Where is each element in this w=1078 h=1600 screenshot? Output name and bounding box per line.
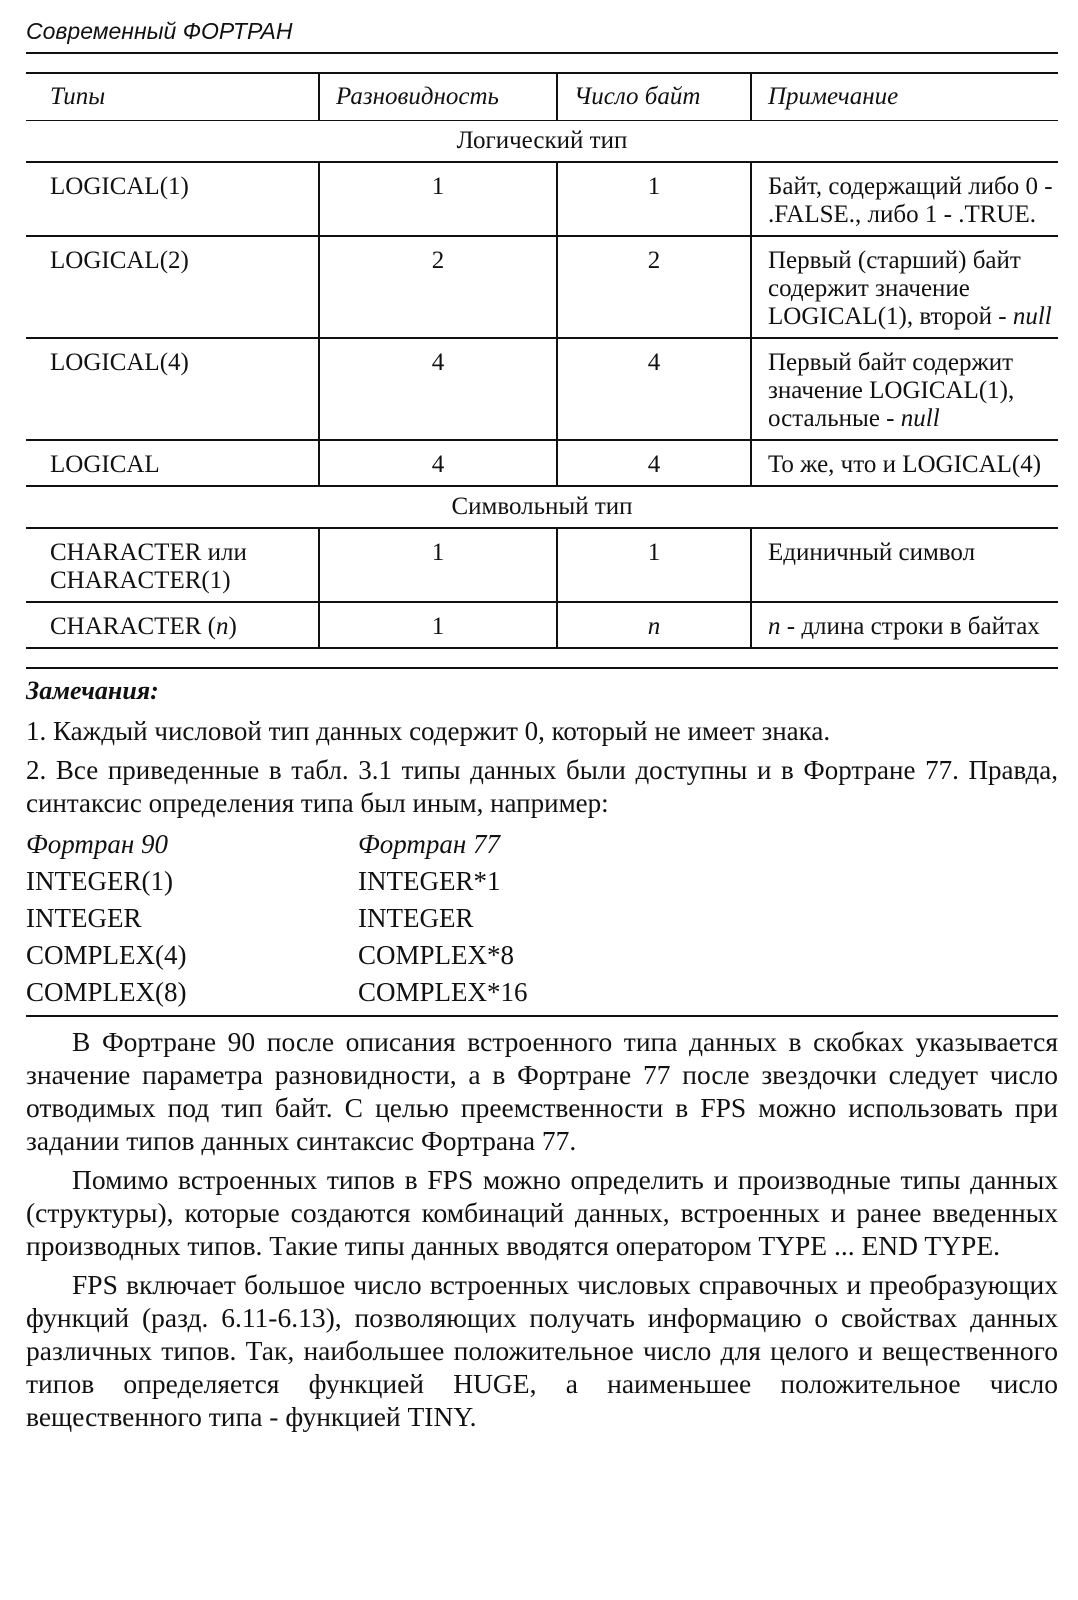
bytes-cell	[557, 602, 751, 648]
running-head: Современный ФОРТРАН	[26, 0, 1058, 54]
table-header-row	[26, 73, 1058, 121]
header-kind: Разновидность	[319, 73, 557, 121]
table-row	[26, 440, 1058, 486]
fortran90-header: Фортран 90	[26, 829, 169, 859]
paragraph: FPS включает большое число встроенных числовых справочных и преобразующих функций (разд. 6.11-6.13), позволяющих получать информацию о свойствах данных различных типов. Так, наибольшее положительное число для целого и вещественного типов определяется функцией HUGE, а наименьшее положительное число вещественного типа - функцией TINY.	[26, 1269, 1058, 1432]
type-cell: LOGICAL(2)	[26, 236, 319, 338]
kind-cell: 1	[319, 602, 557, 648]
paragraph: В Фортране 90 после описания встроенного типа данных в скобках указывается значение параметра разновидности, а в Фортране 77 после звездочки следует число отводимых под тип байт. С целью преемственности в FPS можно использовать при задании типов данных синтаксис Фортрана 77.	[26, 1026, 1058, 1156]
comparison-row	[26, 900, 1058, 937]
type-cell: LOGICAL	[26, 440, 319, 486]
note-cell: Единичный символ	[751, 528, 1058, 602]
type-cell: LOGICAL(4)	[26, 338, 319, 440]
table-row	[26, 528, 1058, 602]
type-cell: CHARACTER или CHARACTER(1)	[26, 528, 319, 602]
type-suffix: )	[228, 613, 237, 640]
comparison-row	[26, 863, 1058, 900]
kind-cell: 1	[319, 528, 557, 602]
type-n: n	[215, 613, 229, 640]
data-types-table	[26, 72, 1058, 649]
note-cell	[751, 236, 1058, 338]
remark-item: 1. Каждый числовой тип данных содержит 0, который не имеет знака.	[26, 716, 831, 746]
note-cell	[751, 338, 1058, 440]
note-null: null	[1012, 303, 1052, 330]
section-title: Символьный тип	[26, 486, 1058, 528]
remarks-block	[26, 667, 1058, 1017]
bytes-n: n	[647, 613, 661, 640]
table-row	[26, 602, 1058, 648]
note-cell: Байт, содержащий либо 0 - .FALSE., либо 1 - .TRUE.	[751, 162, 1058, 236]
note-null: null	[900, 405, 940, 432]
fortran77-decl: INTEGER	[358, 903, 474, 933]
body-text	[26, 1025, 1058, 1433]
section-row-character	[26, 486, 1058, 528]
table-row	[26, 162, 1058, 236]
note-cell	[751, 602, 1058, 648]
paragraph: Помимо встроенных типов в FPS можно определить и производные типы данных (структуры), которые создаются комбинаций данных, встроенных и ранее введенных производных типов. Такие типы данных вводятся оператором TYPE ... END TYPE.	[26, 1164, 1058, 1261]
fortran90-decl: INTEGER(1)	[26, 866, 173, 896]
fortran90-decl: COMPLEX(4)	[26, 940, 187, 970]
fortran90-decl: COMPLEX(8)	[26, 977, 187, 1007]
fortran90-decl: INTEGER	[26, 903, 142, 933]
header-types: Типы	[26, 73, 319, 121]
remark-item: 2. Все приведенные в табл. 3.1 типы данных были доступны и в Фортране 77. Правда, синтаксис определения типа был иным, например:	[26, 755, 1058, 818]
kind-cell: 1	[319, 162, 557, 236]
comparison-row	[26, 974, 1058, 1011]
remarks-title: Замечания:	[26, 676, 159, 705]
bytes-cell: 1	[557, 528, 751, 602]
fortran-comparison	[26, 826, 1058, 1017]
bytes-cell: 4	[557, 440, 751, 486]
note-n: n	[768, 613, 781, 640]
fortran77-decl: COMPLEX*16	[358, 977, 528, 1007]
note-text: - длина строки в байтах	[780, 613, 1040, 640]
kind-cell: 2	[319, 236, 557, 338]
table-row	[26, 338, 1058, 440]
bytes-cell: 1	[557, 162, 751, 236]
header-bytes: Число байт	[557, 73, 751, 121]
note-text: Первый (старший) байт содержит значение LOGICAL(1), второй -	[768, 247, 1021, 330]
header-note: Примечание	[751, 73, 1058, 121]
bytes-cell: 4	[557, 338, 751, 440]
kind-cell: 4	[319, 440, 557, 486]
type-cell: LOGICAL(1)	[26, 162, 319, 236]
section-row-logical	[26, 121, 1058, 163]
fortran77-decl: INTEGER*1	[358, 866, 501, 896]
fortran77-header: Фортран 77	[358, 829, 501, 859]
type-prefix: CHARACTER (	[50, 613, 216, 640]
table-row	[26, 236, 1058, 338]
note-cell: То же, что и LOGICAL(4)	[751, 440, 1058, 486]
book-page	[26, 0, 1058, 1439]
section-title: Логический тип	[26, 121, 1058, 163]
comparison-header	[26, 826, 1058, 863]
bytes-cell: 2	[557, 236, 751, 338]
note-text: Первый байт содержит значение LOGICAL(1), остальные -	[768, 349, 1015, 432]
kind-cell: 4	[319, 338, 557, 440]
fortran77-decl: COMPLEX*8	[358, 940, 515, 970]
comparison-row	[26, 937, 1058, 974]
type-cell	[26, 602, 319, 648]
